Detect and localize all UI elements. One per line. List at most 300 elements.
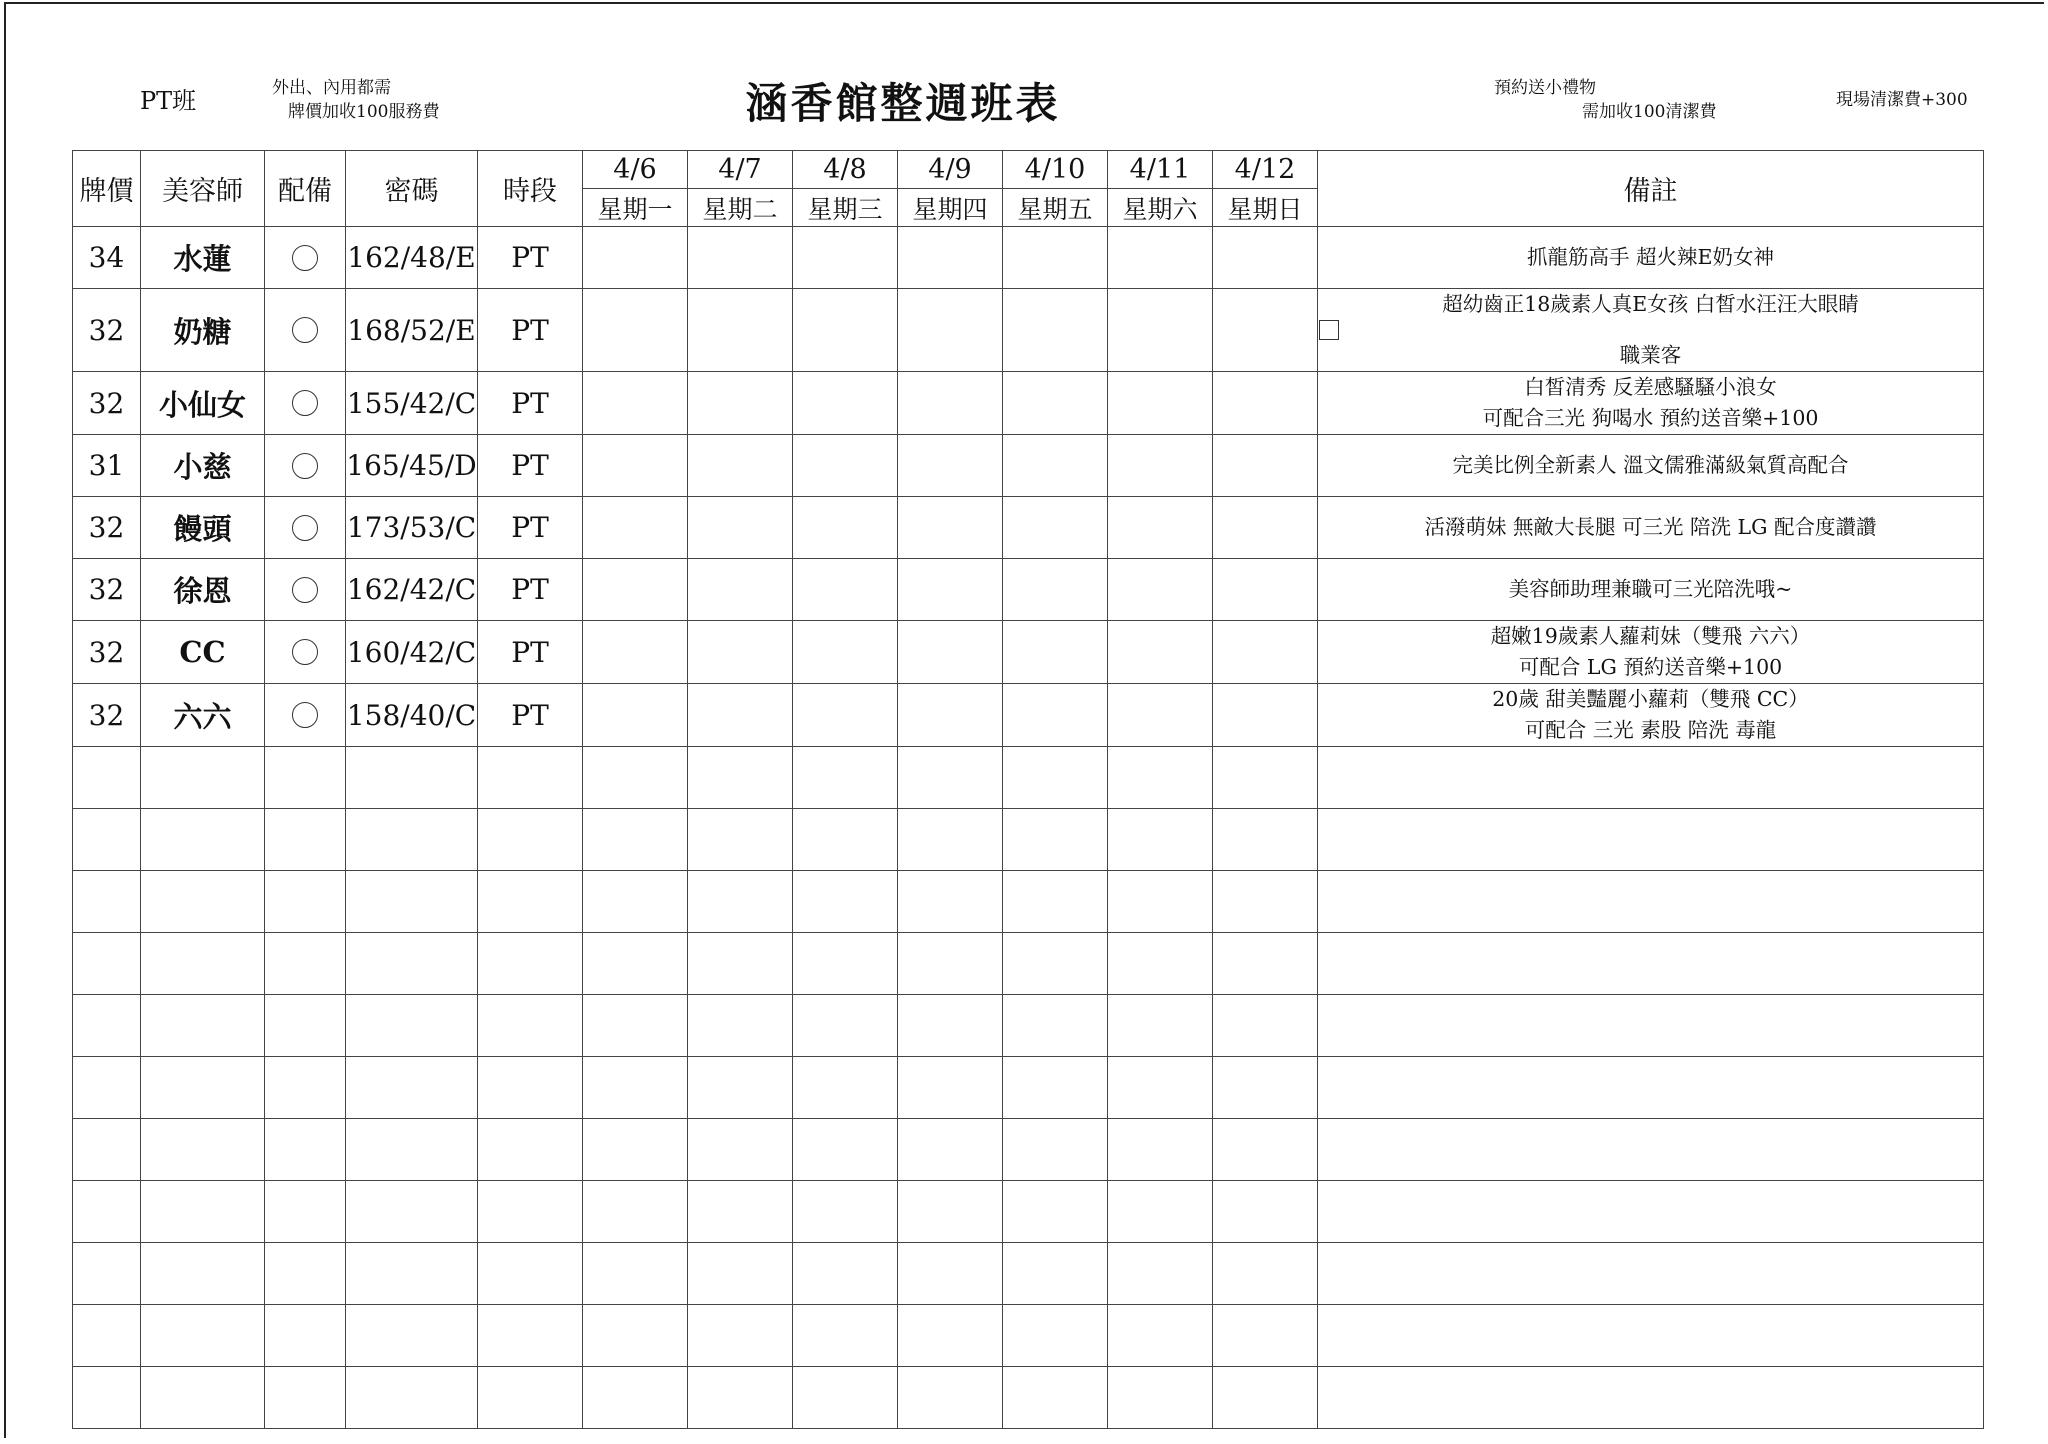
remark-cell [1318,372,1984,435]
empty-cell[interactable] [346,1305,478,1367]
schedule-cell[interactable] [1003,435,1108,497]
empty-cell[interactable] [688,1119,793,1181]
schedule-cell[interactable] [793,559,898,621]
empty-cell[interactable] [141,995,265,1057]
empty-cell[interactable] [478,747,583,809]
empty-cell[interactable] [1318,1119,1984,1181]
empty-cell[interactable] [688,1181,793,1243]
empty-cell[interactable] [1213,933,1318,995]
code-cell: 165/45/D [346,435,478,497]
circle-icon [292,317,318,343]
empty-row [73,1181,1984,1243]
schedule-cell[interactable] [1213,435,1318,497]
empty-cell[interactable] [346,747,478,809]
empty-cell[interactable] [141,747,265,809]
schedule-cell[interactable] [688,621,793,684]
schedule-cell[interactable] [1003,497,1108,559]
empty-cell[interactable] [1003,747,1108,809]
empty-cell[interactable] [898,1305,1003,1367]
empty-row [73,1119,1984,1181]
empty-cell[interactable] [1003,1181,1108,1243]
empty-cell[interactable] [1318,747,1984,809]
empty-cell[interactable] [1213,809,1318,871]
equip-cell [265,684,346,747]
schedule-cell[interactable] [1108,289,1213,372]
circle-icon [292,515,318,541]
empty-cell[interactable] [1213,1305,1318,1367]
schedule-cell[interactable] [1003,684,1108,747]
col-header-code: 密碼 [346,151,478,227]
date-header: 4/8 [793,151,898,189]
price-cell: 31 [73,435,141,497]
remark-text: 20歲 甜美豔麗小蘿莉（雙飛 CC） [1492,687,1809,711]
empty-cell[interactable] [73,1305,141,1367]
empty-cell[interactable] [688,747,793,809]
col-header-equip: 配備 [265,151,346,227]
empty-cell[interactable] [478,1243,583,1305]
schedule-cell[interactable] [1213,372,1318,435]
empty-cell[interactable] [141,809,265,871]
empty-cell[interactable] [141,1119,265,1181]
empty-cell[interactable] [793,1243,898,1305]
remark-cell [1318,497,1984,559]
empty-cell[interactable] [141,1057,265,1119]
empty-cell[interactable] [265,933,346,995]
empty-cell[interactable] [688,1243,793,1305]
highlight-box-icon [1319,320,1339,340]
weekday-header: 星期日 [1213,189,1318,227]
remark-line [1318,684,1983,715]
empty-cell[interactable] [583,871,688,933]
schedule-cell[interactable] [688,227,793,289]
schedule-cell[interactable] [898,684,1003,747]
empty-row [73,933,1984,995]
name-cell: 六六 [141,684,265,747]
empty-cell[interactable] [141,933,265,995]
service-fee-notice-line1: 外出、內用都需 [272,78,391,98]
table-row [73,684,1984,747]
schedule-cell[interactable] [1108,559,1213,621]
empty-cell[interactable] [793,995,898,1057]
empty-cell[interactable] [1108,747,1213,809]
empty-cell[interactable] [346,1057,478,1119]
empty-cell[interactable] [73,871,141,933]
schedule-cell[interactable] [688,559,793,621]
empty-cell[interactable] [478,1119,583,1181]
slot-cell: PT [478,289,583,372]
empty-row [73,995,1984,1057]
schedule-cell[interactable] [898,435,1003,497]
empty-cell[interactable] [898,933,1003,995]
table-row [73,497,1984,559]
empty-cell[interactable] [1318,1057,1984,1119]
code-cell: 160/42/C [346,621,478,684]
empty-cell[interactable] [1318,1243,1984,1305]
schedule-cell[interactable] [583,435,688,497]
empty-cell[interactable] [478,1367,583,1429]
schedule-cell[interactable] [688,289,793,372]
empty-cell[interactable] [1318,809,1984,871]
schedule-cell[interactable] [688,497,793,559]
col-header-price: 牌價 [73,151,141,227]
empty-cell[interactable] [346,871,478,933]
empty-cell[interactable] [898,1057,1003,1119]
remark-line [1318,512,1983,543]
schedule-cell[interactable] [1003,621,1108,684]
equip-cell [265,435,346,497]
empty-cell[interactable] [141,871,265,933]
empty-cell[interactable] [265,1181,346,1243]
remark-text: 職業客 [1619,343,1682,367]
slot-cell: PT [478,684,583,747]
schedule-cell[interactable] [1003,289,1108,372]
empty-cell[interactable] [793,1181,898,1243]
table-row [73,621,1984,684]
schedule-cell[interactable] [793,289,898,372]
empty-cell[interactable] [898,809,1003,871]
schedule-cell[interactable] [898,497,1003,559]
remark-text: 活潑萌妹 無敵大長腿 可三光 陪洗 LG 配合度讚讚 [1424,515,1877,539]
schedule-cell[interactable] [583,559,688,621]
empty-cell[interactable] [346,1119,478,1181]
empty-cell[interactable] [688,995,793,1057]
slot-cell: PT [478,497,583,559]
name-cell: 奶糖 [141,289,265,372]
empty-cell[interactable] [1108,1367,1213,1429]
empty-cell[interactable] [1213,1119,1318,1181]
empty-cell[interactable] [1108,1119,1213,1181]
name-cell: CC [141,621,265,684]
empty-cell[interactable] [73,747,141,809]
empty-cell[interactable] [1213,747,1318,809]
schedule-cell[interactable] [1003,372,1108,435]
empty-cell[interactable] [265,747,346,809]
empty-cell[interactable] [1003,995,1108,1057]
empty-cell[interactable] [1108,871,1213,933]
empty-cell[interactable] [688,871,793,933]
table-row [73,227,1984,289]
empty-cell[interactable] [1318,933,1984,995]
schedule-cell[interactable] [583,621,688,684]
table-row [73,289,1984,372]
empty-cell[interactable] [265,1367,346,1429]
schedule-cell[interactable] [1213,289,1318,372]
name-cell: 饅頭 [141,497,265,559]
empty-cell[interactable] [1108,809,1213,871]
remark-line [1318,574,1983,605]
remark-cell [1318,684,1984,747]
schedule-cell[interactable] [1108,684,1213,747]
empty-cell[interactable] [1318,1181,1984,1243]
name-cell: 徐恩 [141,559,265,621]
empty-cell[interactable] [583,1119,688,1181]
empty-cell[interactable] [793,1119,898,1181]
empty-row [73,1367,1984,1429]
empty-cell[interactable] [793,809,898,871]
empty-cell[interactable] [583,1057,688,1119]
schedule-cell[interactable] [1108,372,1213,435]
schedule-cell[interactable] [1108,227,1213,289]
empty-cell[interactable] [1003,871,1108,933]
price-cell: 32 [73,289,141,372]
weekday-header: 星期四 [898,189,1003,227]
empty-cell[interactable] [1108,995,1213,1057]
schedule-cell[interactable] [1213,559,1318,621]
circle-icon [292,245,318,271]
date-header: 4/10 [1003,151,1108,189]
empty-cell[interactable] [1318,1367,1984,1429]
remark-text: 完美比例全新素人 溫文儒雅滿級氣質高配合 [1452,453,1849,477]
empty-cell[interactable] [1213,995,1318,1057]
empty-cell[interactable] [1108,1057,1213,1119]
empty-cell[interactable] [793,1057,898,1119]
date-header: 4/11 [1108,151,1213,189]
empty-cell[interactable] [478,1057,583,1119]
col-header-slot: 時段 [478,151,583,227]
empty-cell[interactable] [1003,1057,1108,1119]
schedule-cell[interactable] [898,227,1003,289]
empty-cell[interactable] [141,1243,265,1305]
empty-cell[interactable] [265,871,346,933]
date-header: 4/12 [1213,151,1318,189]
empty-cell[interactable] [583,995,688,1057]
empty-cell[interactable] [688,1367,793,1429]
empty-cell[interactable] [478,933,583,995]
schedule-cell[interactable] [898,372,1003,435]
empty-cell[interactable] [73,1367,141,1429]
empty-cell[interactable] [478,995,583,1057]
empty-row [73,809,1984,871]
price-cell: 32 [73,621,141,684]
schedule-cell[interactable] [898,621,1003,684]
empty-cell[interactable] [346,1181,478,1243]
empty-cell[interactable] [1003,1119,1108,1181]
empty-cell[interactable] [73,1119,141,1181]
schedule-cell[interactable] [1213,227,1318,289]
cleaning-fee-notice: 現場清潔費+300 [1836,90,1968,110]
empty-cell[interactable] [1213,1181,1318,1243]
equip-cell [265,227,346,289]
remark-text: 抓龍筋高手 超火辣E奶女神 [1527,245,1774,269]
remark-cell [1318,435,1984,497]
empty-cell[interactable] [73,933,141,995]
empty-cell[interactable] [73,1243,141,1305]
empty-cell[interactable] [1213,1057,1318,1119]
empty-cell[interactable] [1108,1305,1213,1367]
empty-row [73,1305,1984,1367]
empty-cell[interactable] [73,1181,141,1243]
price-cell: 32 [73,684,141,747]
schedule-cell[interactable] [1108,497,1213,559]
gift-notice-line2: 需加收100清潔費 [1582,102,1717,122]
weekday-header: 星期一 [583,189,688,227]
empty-cell[interactable] [1318,1305,1984,1367]
date-header: 4/7 [688,151,793,189]
code-cell: 162/42/C [346,559,478,621]
price-cell: 32 [73,559,141,621]
empty-cell[interactable] [793,933,898,995]
empty-cell[interactable] [265,995,346,1057]
empty-cell[interactable] [73,1057,141,1119]
remark-line [1318,289,1983,371]
slot-cell: PT [478,435,583,497]
remark-text: 超嫩19歲素人蘿莉妹（雙飛 六六） [1490,624,1811,648]
remark-text: 美容師助理兼職可三光陪洗哦~ [1508,577,1793,601]
equip-cell [265,559,346,621]
empty-cell[interactable] [793,1367,898,1429]
empty-cell[interactable] [346,1367,478,1429]
schedule-cell[interactable] [583,684,688,747]
empty-cell[interactable] [898,1119,1003,1181]
schedule-cell[interactable] [1108,435,1213,497]
empty-cell[interactable] [141,1181,265,1243]
empty-cell[interactable] [1003,1305,1108,1367]
schedule-cell[interactable] [793,684,898,747]
schedule-cell[interactable] [793,227,898,289]
schedule-cell[interactable] [583,372,688,435]
price-cell: 32 [73,372,141,435]
weekday-header: 星期五 [1003,189,1108,227]
schedule-cell[interactable] [688,435,793,497]
empty-row [73,747,1984,809]
empty-cell[interactable] [1213,871,1318,933]
schedule-cell[interactable] [1108,621,1213,684]
empty-cell[interactable] [583,1367,688,1429]
empty-cell[interactable] [1108,933,1213,995]
empty-cell[interactable] [583,809,688,871]
empty-cell[interactable] [898,747,1003,809]
empty-cell[interactable] [1003,1243,1108,1305]
code-cell: 173/53/C [346,497,478,559]
circle-icon [292,702,318,728]
schedule-cell[interactable] [793,621,898,684]
empty-cell[interactable] [141,1367,265,1429]
code-cell: 168/52/E [346,289,478,372]
col-header-name: 美容師 [141,151,265,227]
empty-cell[interactable] [265,809,346,871]
schedule-cell[interactable] [1003,227,1108,289]
empty-cell[interactable] [1318,995,1984,1057]
empty-cell[interactable] [346,1243,478,1305]
empty-cell[interactable] [478,871,583,933]
empty-cell[interactable] [73,995,141,1057]
slot-cell: PT [478,372,583,435]
schedule-cell[interactable] [898,559,1003,621]
empty-cell[interactable] [478,1305,583,1367]
empty-cell[interactable] [1108,1181,1213,1243]
empty-cell[interactable] [898,1367,1003,1429]
code-cell: 158/40/C [346,684,478,747]
empty-cell[interactable] [583,1305,688,1367]
schedule-cell[interactable] [688,684,793,747]
schedule-cell[interactable] [688,372,793,435]
empty-cell[interactable] [1003,933,1108,995]
circle-icon [292,453,318,479]
schedule-cell[interactable] [793,372,898,435]
equip-cell [265,621,346,684]
empty-cell[interactable] [478,809,583,871]
table-header [73,151,1984,227]
schedule-cell[interactable] [583,497,688,559]
empty-cell[interactable] [1318,871,1984,933]
remark-cell [1318,621,1984,684]
empty-cell[interactable] [478,1181,583,1243]
empty-cell[interactable] [898,871,1003,933]
schedule-cell[interactable] [1213,497,1318,559]
empty-cell[interactable] [1003,809,1108,871]
remark-line [1318,242,1983,273]
empty-cell[interactable] [346,809,478,871]
schedule-cell[interactable] [583,289,688,372]
circle-icon [292,577,318,603]
empty-cell[interactable] [793,871,898,933]
empty-cell[interactable] [898,995,1003,1057]
schedule-cell[interactable] [793,435,898,497]
slot-cell: PT [478,227,583,289]
schedule-cell[interactable] [793,497,898,559]
schedule-cell[interactable] [583,227,688,289]
schedule-cell[interactable] [898,289,1003,372]
empty-cell[interactable] [688,809,793,871]
remark-line [1318,372,1983,403]
empty-cell[interactable] [898,1243,1003,1305]
empty-cell[interactable] [1108,1243,1213,1305]
empty-cell[interactable] [793,747,898,809]
empty-cell[interactable] [265,1243,346,1305]
schedule-cell[interactable] [1003,559,1108,621]
empty-row [73,1057,1984,1119]
empty-cell[interactable] [583,1243,688,1305]
schedule-cell[interactable] [1213,684,1318,747]
empty-cell[interactable] [898,1181,1003,1243]
empty-cell[interactable] [265,1305,346,1367]
empty-cell[interactable] [688,933,793,995]
empty-cell[interactable] [1213,1367,1318,1429]
empty-cell[interactable] [73,809,141,871]
price-cell: 32 [73,497,141,559]
empty-cell[interactable] [1003,1367,1108,1429]
remark-line [1318,621,1983,652]
empty-cell[interactable] [583,747,688,809]
weekday-header: 星期三 [793,189,898,227]
empty-cell[interactable] [583,933,688,995]
empty-cell[interactable] [688,1305,793,1367]
empty-cell[interactable] [583,1181,688,1243]
schedule-cell[interactable] [1213,621,1318,684]
empty-cell[interactable] [1213,1243,1318,1305]
remark-line: 可配合 LG 預約送音樂+100 [1518,655,1783,679]
name-cell: 小仙女 [141,372,265,435]
empty-cell[interactable] [346,933,478,995]
date-header: 4/6 [583,151,688,189]
remark-line: 可配合 三光 素股 陪洗 毒龍 [1524,718,1777,742]
gift-notice-line1: 預約送小禮物 [1494,78,1596,98]
service-fee-notice-line2: 牌價加收100服務費 [288,102,440,122]
empty-cell[interactable] [688,1057,793,1119]
remark-line [1318,450,1983,481]
empty-cell[interactable] [265,1119,346,1181]
table-row [73,559,1984,621]
slot-cell: PT [478,621,583,684]
empty-cell[interactable] [141,1305,265,1367]
code-cell: 162/48/E [346,227,478,289]
empty-cell[interactable] [793,1305,898,1367]
empty-cell[interactable] [346,995,478,1057]
equip-cell [265,497,346,559]
empty-cell[interactable] [265,1057,346,1119]
table-row [73,372,1984,435]
remark-cell [1318,227,1984,289]
